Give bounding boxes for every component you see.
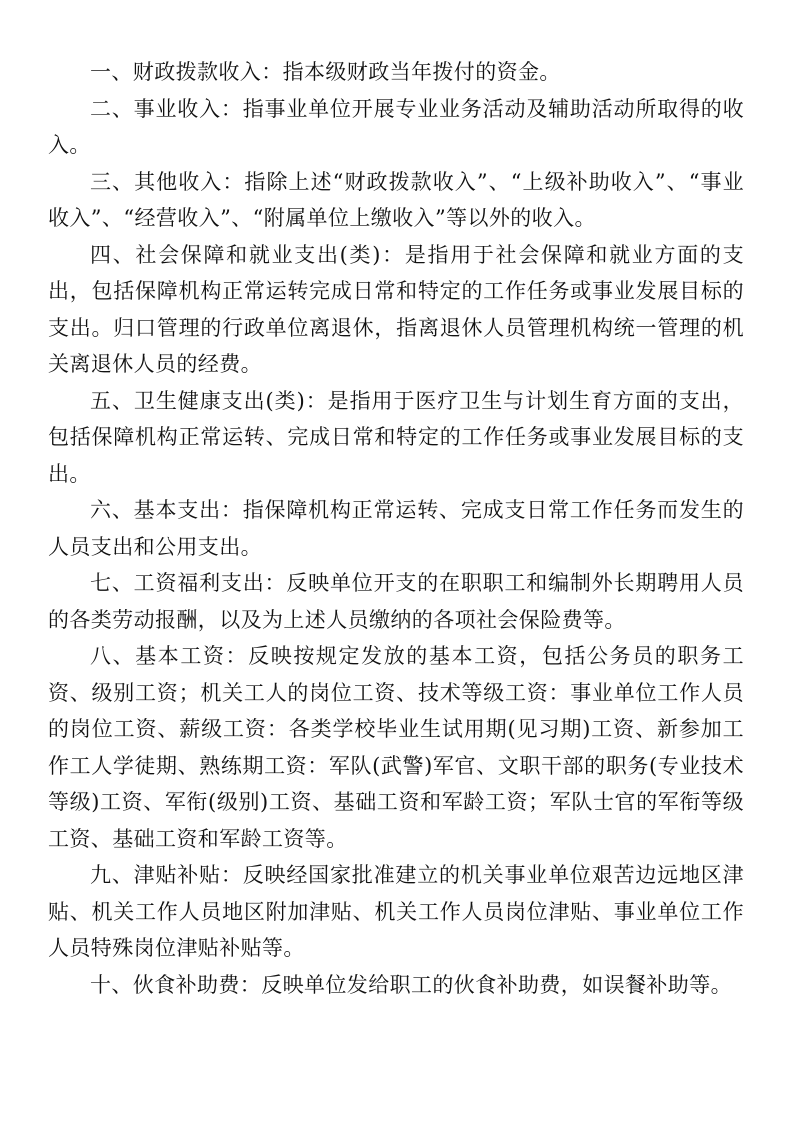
paragraph-wages-welfare: 七、工资福利支出：反映单位开支的在职职工和编制外长期聘用人员的各类劳动报酬，以及为上述人员缴纳的各项社会保险费等。	[48, 571, 744, 632]
paragraph-other-income: 三、其他收入：指除上述“财政拨款收入”、“上级补助收入”、“事业收入”、“经营收入”、“附属单位上缴收入”等以外的收入。	[48, 169, 744, 230]
paragraph-fiscal-allocation-income: 一、财政拨款收入：指本级财政当年拨付的资金。	[90, 60, 561, 84]
document-body	[48, 54, 744, 1003]
paragraph-basic-expenditure: 六、基本支出：指保障机构正常运转、完成支日常工作任务而发生的人员支出和公用支出。	[48, 498, 744, 559]
paragraph-allowances-subsidies: 九、津贴补贴：反映经国家批准建立的机关事业单位艰苦边远地区津贴、机关工作人员地区附加津贴、机关工作人员岗位津贴、事业单位工作人员特殊岗位津贴补贴等。	[48, 863, 744, 960]
paragraph-health-expenditure: 五、卫生健康支出(类)：是指用于医疗卫生与计划生育方面的支出，包括保障机构正常运转、完成日常和特定的工作任务或事业发展目标的支出。	[48, 388, 744, 486]
paragraph-social-security-expenditure: 四、社会保障和就业支出(类)：是指用于社会保障和就业方面的支出，包括保障机构正常运转完成日常和特定的工作任务或事业发展目标的支出。归口管理的行政单位离退休，指离退休人员管理机构统一管理的机关离退休人员的经费。	[48, 242, 744, 376]
paragraph-business-income: 二、事业收入：指事业单位开展专业业务活动及辅助活动所取得的收入。	[48, 96, 744, 157]
paragraph-meal-subsidy: 十、伙食补助费：反映单位发给职工的伙食补助费，如误餐补助等。	[90, 972, 732, 997]
paragraph-basic-wages: 八、基本工资：反映按规定发放的基本工资，包括公务员的职务工资、级别工资；机关工人的岗位工资、技术等级工资：事业单位工作人员的岗位工资、薪级工资：各类学校毕业生试用期(见习期)工资、新参加工作工人学徒期、熟练期工资：军队(武警)军官、文职干部的职务(专业技术等级)工资、军衔(级别)工资、基础工资和军龄工资；军队士官的军衔等级工资、基础工资和军龄工资等。	[48, 644, 744, 851]
